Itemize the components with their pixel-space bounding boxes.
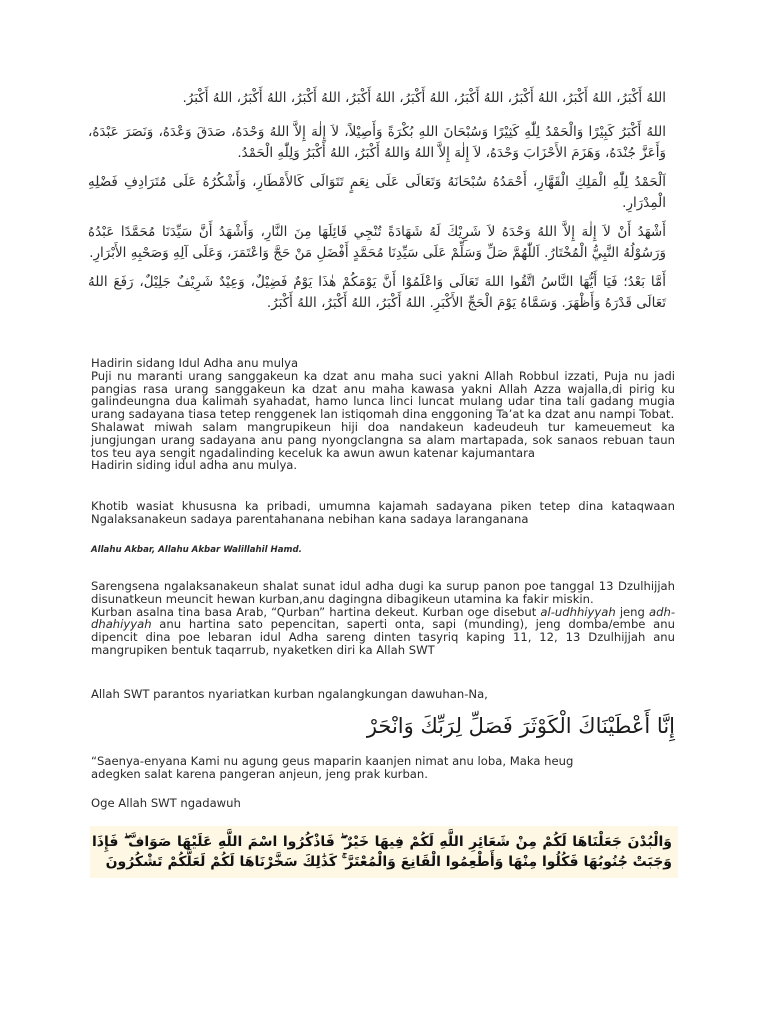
arabic-hamdalah-paragraph: اَلْحَمْدُ لِلّٰهِ الْمَلِكِ الْقَهَّارِ، أَحْمَدُهُ سُبْحَانَهُ وَتَعَالَى عَلَى نِعَمٍ تَتَوَالَى كَالأَمْطَارِ، وَأَشْكُرُهُ عَلَى مُتَرَادِفِ فَضْلِهِ الْمِدْرَارِ. bbox=[88, 174, 666, 211]
term-dhahiyyah: adh-dhahiyyah bbox=[91, 604, 676, 632]
arabic-takbir-paragraph: اللهُ أَكْبَرُ كَبِيْرًا وَالْحَمْدُ لِلّٰهِ كَثِيْرًا وَسُبْحَانَ اللهِ بُكْرَةً وَأَصِيْلاً، لاَ إِلٰهَ إِلاَّ اللهُ وَحْدَهُ، صَدَقَ وَعْدَهُ، وَنَصَرَ عَبْدَهُ، وَأَعَزَّ جُنْدَهُ، وَهَزَمَ الأَحْزَابَ وَحْدَهُ، لاَ إِلٰهَ إِلاَّ اللهُ وَاللهُ أَكْبَرُ، اللهُ أَكْبَرُ وَلِلّٰهِ الْحَمْدُ. bbox=[88, 124, 666, 161]
kurban-definition-paragraph bbox=[91, 606, 675, 657]
arabic-amma-badu-paragraph: أَمَّا بَعْدُ؛ فَيَا أَيُّهَا النَّاسُ اتَّقُوا اللهَ تَعَالَى وَاعْلَمُوْا أَنَّ يَوْمَكُمْ هٰذَا يَوْمٌ فَضِيْلٌ، وَعِيْدٌ شَرِيْفٌ جَلِيْلٌ، رَفَعَ اللهُ تَعَالَى قَدْرَهُ وَأَظْهَرَ. وَسَمَّاهُ يَوْمَ الْحَجِّ الأَكْبَرِ. اللهُ أَكْبَرُ، اللهُ أَكْبَرُ، اللهُ أَكْبَرُ. bbox=[88, 274, 666, 311]
kurban-text-b: jeng bbox=[615, 604, 650, 619]
term-udhhiyyah: al-udhhiyyah bbox=[540, 604, 616, 619]
verse-translation bbox=[91, 755, 675, 781]
allah-swt-line: Allah SWT parantos nyariatkan kurban ngalangkungan dawuhan-Na, bbox=[91, 687, 488, 701]
allahu-akbar-line: Allahu Akbar, Allahu Akbar Walillahil Hamd. bbox=[91, 545, 302, 555]
quran-verse-al-hajj: وَالْبُدْنَ جَعَلْنَاهَا لَكُمْ مِنْ شَعَائِرِ اللَّهِ لَكُمْ فِيهَا خَيْرٌ ۖ فَاذْكُرُوا اسْمَ اللَّهِ عَلَيْهَا صَوَافَّ ۖ فَإِذَا وَجَبَتْ جُنُوبُهَا فَكُلُوا مِنْهَا وَأَطْعِمُوا الْقَانِعَ وَالْمُعْتَرَّ ۚ كَذَٰلِكَ سَخَّرْنَاهَا لَكُمْ لَعَلَّكُمْ تَشْكُرُونَ bbox=[92, 834, 672, 870]
translation-line-2: adegken salat karena pangeran anjeun, jeng prak kurban. bbox=[91, 766, 428, 781]
sarengsena-paragraph: Sarengsena ngalaksanakeun shalat sunat idul adha dugi ka surup panon poe tanggal 13 Dzulhijjah disunatkeun meuncit hewan kurban,anu dagingna dibagikeun utamina ka fakir miskin. bbox=[91, 579, 675, 606]
hadirin-closing: Hadirin siding idul adha anu mulya. bbox=[91, 458, 298, 473]
quran-verse-kautsar: إِنَّا أَعْطَيْنَاكَ الْكَوْثَرَ فَصَلِّ لِرَبِّكَ وَانْحَرْ bbox=[366, 714, 675, 738]
kurban-section bbox=[91, 580, 675, 657]
hadirin-shalawat: Shalawat miwah salam mangrupikeun hiji doa nandakeun kadeudeuh tur kameuemeut ka jungjungan urang sadayana anu pang nyongclangna sa alam martapada, sok sanaos rebuan taun tos teu aya sengit ngadalinding keceluk ka awun awun katenar kajumantara bbox=[91, 419, 675, 460]
arabic-syahadat-paragraph: أَشْهَدُ أَنْ لاَ إِلٰهَ إِلاَّ اللهُ وَحْدَهُ لاَ شَرِيْكَ لَهُ شَهَادَةً تُنْجِي قَائِلَهَا مِنَ النَّارِ، وَأَشْهَدُ أَنَّ سَيِّدَنَا مُحَمَّدًا عَبْدُهُ وَرَسُوْلُهُ النَّبِيُّ الْمُخْتَارُ. اَللّٰهُمَّ صَلِّ وَسَلِّمْ عَلَى سَيِّدِنَا مُحَمَّدٍ أَفْضَلِ مَنْ حَجَّ وَاعْتَمَرَ، وَعَلَى آلِهِ وَصَحْبِهِ الأَبْرَارِ. bbox=[88, 224, 666, 261]
hadirin-section bbox=[91, 357, 675, 472]
kurban-text-a: Kurban asalna tina basa Arab, “Qurban” hartina dekeut. Kurban oge disebut bbox=[91, 604, 541, 619]
hadirin-greeting: Hadirin sidang Idul Adha anu mulya bbox=[91, 356, 299, 370]
translation-line-1: “Saenya-enyana Kami nu agung geus maparin kaanjen nimat anu loba, Maka heug bbox=[91, 754, 574, 768]
khotib-wasiat-paragraph: Khotib wasiat khususna ka pribadi, umumna kajamah sadayana piken tetep dina kataqwaan Ngalaksanakeun sadaya parentahanana nebihan kana sadaya laranganana bbox=[91, 499, 675, 526]
oge-allah-line: Oge Allah SWT ngadawuh bbox=[91, 796, 241, 810]
hadirin-puji: Puji nu maranti urang sanggakeun ka dzat anu maha suci yakni Allah Robbul izzati, Puja nu jadi pangias rasa urang sanggakeun ka dzat anu maha kawasa yakni Allah Azza wajalla,di pirig ku galindeungna dua kalimah syahadat, hamo lunca linci luncat mulang udar tina tali gadang mugia urang sadayana tiasa tetep renggenek lan istiqomah dina enggoning Ta’at ka dzat anu nampi Tobat. bbox=[91, 368, 675, 422]
kurban-text-c: anu hartina sato pepencitan, saperti onta, sapi (munding), jeng domba/embe anu dipencit dina poe lebaran idul Adha sareng dinten tasyriq kaping 11, 12, 13 Dzulhijjah anu mangrupiken bentuk taqarrub, nyaketken diri ka Allah SWT bbox=[91, 617, 675, 657]
arabic-takbir-line: اللهُ أَكْبَرُ، اللهُ أَكْبَرُ، اللهُ أَكْبَرُ، اللهُ أَكْبَرُ، اللهُ أَكْبَرُ، اللهُ أَكْبَرُ، اللهُ أَكْبَرُ، اللهُ أَكْبَرُ، اللهُ أَكْبَرُ. bbox=[182, 90, 666, 106]
